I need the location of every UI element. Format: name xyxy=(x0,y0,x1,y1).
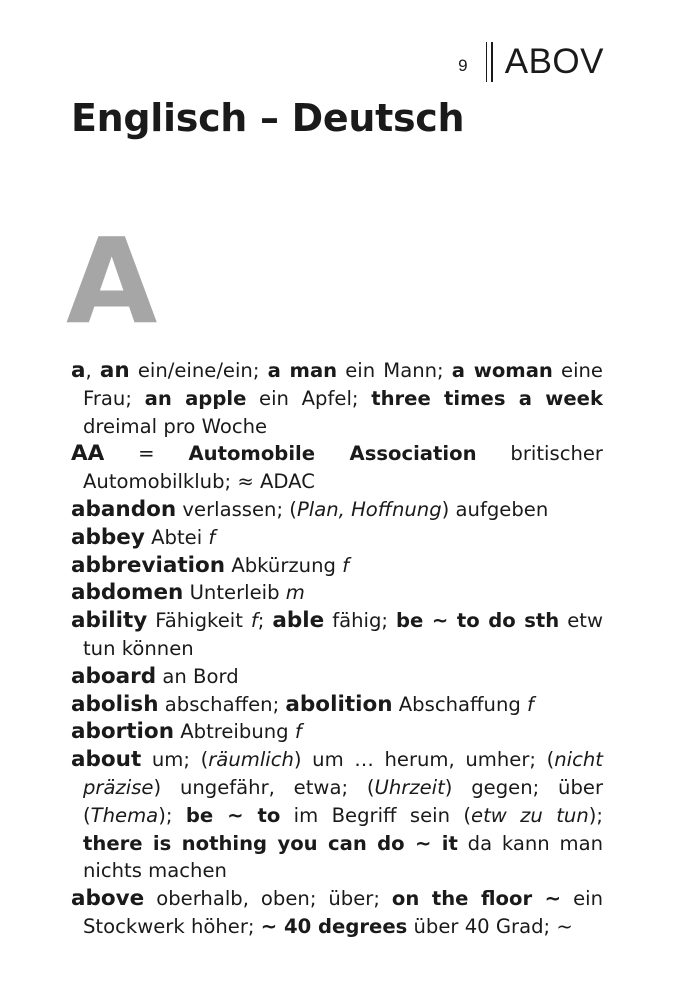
entry-text: oberhalb, oben; über; xyxy=(144,887,392,911)
entry-headword: abandon xyxy=(71,496,177,522)
entry-headword: abbreviation xyxy=(71,552,226,578)
dictionary-entry xyxy=(71,357,603,440)
entry-label: f xyxy=(294,720,302,744)
entry-headword: an xyxy=(99,358,130,383)
entry-headword: ability xyxy=(71,608,148,634)
entry-headword: AA xyxy=(71,441,105,467)
entry-headword: aboard xyxy=(71,663,157,689)
entry-label: f xyxy=(208,525,216,549)
entry-text: eine Frau; xyxy=(83,359,603,410)
dictionary-entry xyxy=(71,746,603,885)
entry-text: ein Mann; xyxy=(337,359,452,382)
entry-text: britischer Automobilklub; ≈ ADAC xyxy=(83,442,603,494)
entry-label: Plan, Hoffnung xyxy=(296,497,442,521)
entry-text: ein Apfel; xyxy=(246,386,372,410)
entry-text: Abtei xyxy=(144,525,209,549)
entry-text: an Bord xyxy=(156,664,239,688)
entry-text: Abschaffung xyxy=(392,692,528,716)
entry-text: on the floor ~ xyxy=(391,887,562,911)
entry-headword: above xyxy=(71,886,145,912)
dictionary-entry xyxy=(71,552,603,580)
entry-headword: abortion xyxy=(71,719,174,745)
entry-headword: able xyxy=(272,608,325,634)
dictionary-entry xyxy=(71,691,603,719)
entry-text: three times a week xyxy=(371,386,603,410)
dictionary-entry xyxy=(71,496,603,524)
entry-label: f xyxy=(342,553,350,577)
entry-text: an apple xyxy=(144,386,247,410)
dictionary-entry xyxy=(71,885,603,941)
entry-text: be ~ to xyxy=(185,803,281,827)
entry-text: Fähigkeit xyxy=(147,609,251,633)
entry-headword: about xyxy=(71,747,142,773)
entry-text: ; xyxy=(257,609,273,633)
entry-label: etw zu tun xyxy=(471,803,589,827)
dictionary-entry xyxy=(71,524,603,552)
entry-text: um; ( xyxy=(141,748,209,772)
entry-text: a man xyxy=(267,359,338,382)
entry-text: ) aufgeben xyxy=(441,497,549,521)
dictionary-entries xyxy=(71,357,603,941)
entry-text: = xyxy=(104,442,189,466)
entry-text: Abkürzung xyxy=(225,553,343,577)
dictionary-entry xyxy=(71,718,603,746)
entry-text: Automobile Association xyxy=(188,442,477,466)
dictionary-entry xyxy=(71,663,603,691)
entry-text: im Begriff sein ( xyxy=(280,803,472,827)
header-divider xyxy=(486,42,493,82)
entry-headword: abbey xyxy=(71,524,145,550)
entry-text: fähig; xyxy=(324,609,396,633)
entry-label: f xyxy=(250,609,258,633)
entry-text: ); xyxy=(588,803,603,827)
entry-label: Thema xyxy=(90,803,159,827)
section-letter: A xyxy=(66,212,158,350)
entry-headword: a xyxy=(71,358,86,383)
entry-text: Abtreibung xyxy=(174,720,295,744)
entry-text: über 40 Grad; ~ xyxy=(407,914,573,938)
entry-text: ein Stockwerk höher; xyxy=(83,887,603,938)
entry-text: ); xyxy=(158,803,186,827)
dictionary-entry xyxy=(71,440,603,496)
guide-word: ABOV xyxy=(504,42,604,81)
page-number: 9 xyxy=(458,56,468,75)
entry-text: , xyxy=(85,359,100,382)
entry-text: ) um … herum, umher; ( xyxy=(293,748,555,772)
entry-label: Uhrzeit xyxy=(374,775,445,799)
entry-label: m xyxy=(285,581,305,605)
entry-text: da kann man nichts machen xyxy=(83,831,603,883)
entry-label: nicht präzise xyxy=(83,748,603,799)
dictionary-entry xyxy=(71,579,603,607)
dictionary-entry xyxy=(71,607,603,663)
entry-text: etw tun können xyxy=(83,609,603,660)
entry-headword: abdomen xyxy=(71,580,184,606)
entry-headword: abolition xyxy=(285,691,393,717)
entry-text: a woman xyxy=(451,359,553,382)
entry-text: be ~ to do sth xyxy=(395,609,560,633)
entry-text: ~ 40 degrees xyxy=(260,914,408,938)
section-title: Englisch – Deutsch xyxy=(71,96,465,140)
entry-label: f xyxy=(527,692,534,716)
page-header xyxy=(458,42,604,82)
entry-text: ) gegen; über ( xyxy=(83,775,603,827)
entry-headword: abolish xyxy=(71,691,159,717)
entry-label: räumlich xyxy=(208,748,294,772)
entry-text: ) ungefähr, etwa; ( xyxy=(153,775,375,799)
entry-text: there is nothing you can do ~ it xyxy=(83,831,458,855)
entry-text: abschaffen; xyxy=(158,692,286,716)
entry-text: dreimal pro Woche xyxy=(83,414,268,438)
entry-text: verlassen; ( xyxy=(176,497,297,521)
entry-text: ein/eine/ein; xyxy=(129,359,268,382)
entry-text: Unterleib xyxy=(183,581,286,605)
